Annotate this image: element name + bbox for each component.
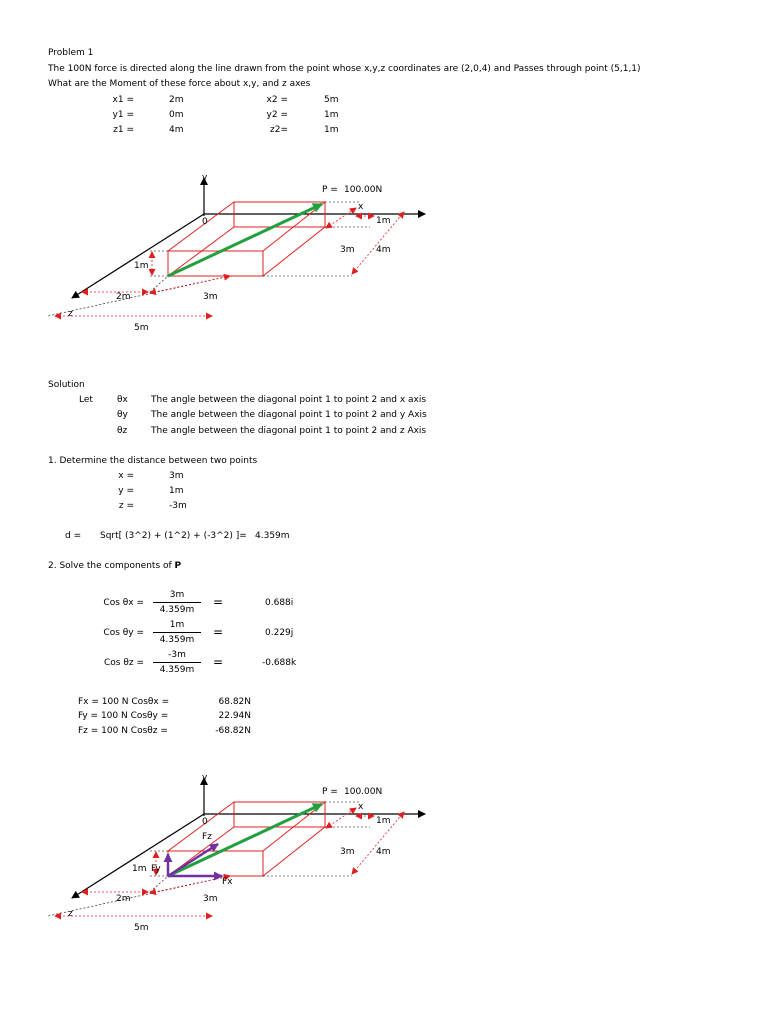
cosine-numerator: -3m	[168, 650, 186, 660]
force-diagram-1	[0, 168, 768, 348]
cosine-result: 0.688i	[265, 598, 294, 608]
fx-label: Fx	[222, 877, 233, 887]
coord-label: z2=	[270, 125, 288, 135]
dimension-arrows	[55, 808, 404, 916]
coord-label: y1 =	[112, 110, 134, 120]
force-value: 68.82N	[218, 697, 251, 707]
p-value: 100.00N	[344, 185, 383, 195]
x-axis-label: x	[358, 202, 364, 212]
dim-5m: 5m	[134, 323, 149, 333]
force-value: -68.82N	[215, 726, 251, 736]
distance-label: d =	[65, 531, 82, 541]
dim-2m: 2m	[116, 292, 131, 302]
x-axis-label: x	[358, 802, 364, 812]
dim-4m-right: 4m	[376, 245, 391, 255]
dim-1m-right: 1m	[376, 216, 391, 226]
angle-symbol: θx	[117, 395, 128, 405]
dist-label: z =	[118, 501, 134, 511]
distance-value: 4.359m	[255, 531, 290, 541]
problem-title: Problem 1	[48, 48, 94, 58]
dim-3m-right: 3m	[340, 245, 355, 255]
coord-label: x1 =	[112, 95, 134, 105]
p-value: 100.00N	[344, 787, 383, 797]
angle-symbol: θy	[117, 410, 128, 420]
cosine-numerator: 3m	[169, 590, 185, 600]
distance-expression: Sqrt[ (3^2) + (1^2) + (-3^2) ]=	[100, 531, 247, 541]
dist-label: y =	[118, 486, 134, 496]
dist-value: 1m	[169, 486, 184, 496]
cosine-result: 0.229j	[265, 628, 294, 638]
cosine-denominator: 4.359m	[159, 635, 195, 645]
origin-label: 0	[202, 217, 208, 227]
dim-1m-left: 1m	[132, 864, 147, 874]
coord-label: z1 =	[113, 125, 134, 135]
cosine-label: Cos θy =	[103, 628, 144, 638]
z-axis	[72, 214, 204, 298]
fy-label: Fy	[151, 864, 161, 874]
coord-value: 5m	[324, 95, 339, 105]
cosine-equals: =	[213, 595, 224, 609]
cosine-label: Cos θz =	[104, 658, 144, 668]
cosine-label: Cos θx =	[103, 598, 144, 608]
dist-value: -3m	[169, 501, 187, 511]
dimension-arrows	[55, 208, 404, 316]
component-fz-arrow	[168, 844, 218, 876]
cosine-equals: =	[213, 655, 224, 669]
y-axis-label: y	[202, 173, 208, 183]
dim-4m-right: 4m	[376, 847, 391, 857]
coord-value: 0m	[169, 110, 184, 120]
fraction-bar	[153, 602, 201, 603]
problem-statement-line1: The 100N force is directed along the line drawn from the point whose x,y,z coordinates are (2,0,4) and Passes through point (5,1,1)	[48, 64, 641, 74]
cosine-denominator: 4.359m	[159, 605, 195, 615]
angle-symbol: θz	[117, 426, 128, 436]
z-axis	[72, 814, 204, 898]
z-axis-label: z	[68, 909, 73, 919]
fraction-bar	[153, 632, 201, 633]
let-label: Let	[79, 395, 93, 405]
step1-heading: 1. Determine the distance between two points	[48, 456, 258, 466]
origin-label: 0	[202, 817, 208, 827]
force-label: Fz = 100 N Cosθz =	[78, 726, 168, 736]
fz-label: Fz	[202, 832, 212, 842]
angle-description: The angle between the diagonal point 1 to point 2 and y Axis	[151, 410, 427, 420]
force-label: Fx = 100 N Cosθx =	[78, 697, 170, 707]
dim-1m-left: 1m	[134, 261, 149, 271]
step2-heading	[48, 561, 181, 572]
force-diagram-2	[0, 770, 768, 950]
angle-description: The angle between the diagonal point 1 to point 2 and z Axis	[151, 426, 427, 436]
p-label: P =	[322, 185, 338, 195]
dim-3m-bottom: 3m	[203, 292, 218, 302]
dim-2m: 2m	[116, 894, 131, 904]
dim-5m: 5m	[134, 923, 149, 933]
cosine-numerator: 1m	[169, 620, 185, 630]
cosine-denominator: 4.359m	[159, 665, 195, 675]
force-vector-p	[168, 804, 322, 876]
force-value: 22.94N	[218, 711, 251, 721]
solution-title: Solution	[48, 380, 85, 390]
coord-value: 2m	[169, 95, 184, 105]
coord-label: y2 =	[266, 110, 288, 120]
fraction-bar	[153, 662, 201, 663]
dim-3m-right: 3m	[340, 847, 355, 857]
coord-value: 4m	[169, 125, 184, 135]
force-label: Fy = 100 N Cosθy =	[78, 711, 169, 721]
cosine-result: -0.688k	[262, 658, 297, 668]
step2-heading-text: 2. Solve the components of	[48, 561, 172, 571]
step2-heading-p: P	[174, 561, 182, 571]
cosine-equals: =	[213, 625, 224, 639]
dist-label: x =	[118, 471, 134, 481]
angle-description: The angle between the diagonal point 1 to point 2 and x axis	[151, 395, 427, 405]
dim-3m-bottom: 3m	[203, 894, 218, 904]
z-axis-label: z	[68, 309, 73, 319]
p-label: P =	[322, 787, 338, 797]
force-vector-p	[168, 204, 322, 276]
problem-statement-line2: What are the Moment of these force about x,y, and z axes	[48, 79, 311, 89]
dist-value: 3m	[169, 471, 184, 481]
coord-label: x2 =	[266, 95, 288, 105]
y-axis-label: y	[202, 773, 208, 783]
dim-1m-right: 1m	[376, 816, 391, 826]
coord-value: 1m	[324, 125, 339, 135]
coord-value: 1m	[324, 110, 339, 120]
